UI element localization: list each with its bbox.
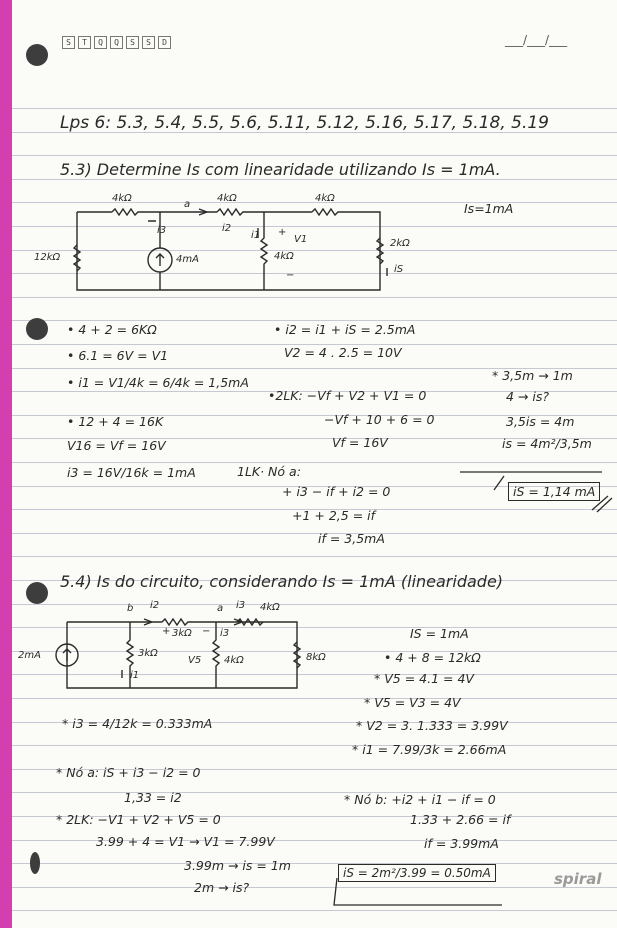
calc-line: • 4 + 2 = 6KΩ <box>67 322 157 337</box>
label-minus: − <box>202 626 211 637</box>
calc-line: + i3 − if + i2 = 0 <box>282 484 391 499</box>
label-i3-branch: i3 <box>220 628 230 639</box>
weekday-box: S <box>126 36 139 49</box>
label-source: 2mA <box>18 650 41 661</box>
label-node-a: a <box>217 603 224 614</box>
calc-line: 1,33 = i2 <box>124 790 182 805</box>
calc-line: Vf = 16V <box>332 435 388 450</box>
label-r-mid: 4kΩ <box>224 655 244 666</box>
label-r6: 12kΩ <box>34 252 61 263</box>
label-v5: V5 <box>188 655 202 666</box>
label-r-top2: 4kΩ <box>260 602 280 613</box>
calc-line: 3.99 + 4 = V1 → V1 = 7.99V <box>96 834 275 849</box>
calc-line: 4 → is? <box>506 389 549 404</box>
calc-line: i3 = 16V/16k = 1mA <box>67 465 196 480</box>
weekday-box: S <box>142 36 155 49</box>
label-plus: + <box>162 626 171 637</box>
calc-line: •2LK: −Vf + V2 + V1 = 0 <box>268 388 427 403</box>
label-i1: i1 <box>130 670 140 681</box>
calc-line: is = 4m²/3,5m <box>502 436 592 451</box>
label-source: 4mA <box>176 254 199 265</box>
calc-line: −Vf + 10 + 6 = 0 <box>324 412 435 427</box>
calc-line: • 4 + 8 = 12kΩ <box>384 650 481 665</box>
calc-line: * V5 = 4.1 = 4V <box>374 671 474 686</box>
calc-line: 2m → is? <box>194 880 250 895</box>
calc-line: 3.99m → is = 1m <box>184 858 291 873</box>
label-minus: − <box>286 270 295 281</box>
label-is: iS <box>394 264 404 275</box>
weekday-box: S <box>62 36 75 49</box>
weekday-box: D <box>158 36 171 49</box>
label-i3: i3 <box>157 225 167 236</box>
calc-line: IS = 1mA <box>410 626 469 641</box>
weekday-box: Q <box>94 36 107 49</box>
calc-line: * V2 = 3. 1.333 = 3.99V <box>356 718 508 733</box>
calc-line: * Nó b: +i2 + i1 − if = 0 <box>344 792 496 807</box>
label-v1: V1 <box>294 234 308 245</box>
label-r2: 4kΩ <box>217 193 237 204</box>
calc-line: • 12 + 4 = 16K <box>67 414 164 429</box>
circuit-53 <box>74 209 387 290</box>
label-r-top1: 3kΩ <box>172 628 192 639</box>
date-field: ___/___/___ <box>505 33 568 47</box>
label-r3: 4kΩ <box>315 193 335 204</box>
page-title: Lps 6: 5.3, 5.4, 5.5, 5.6, 5.11, 5.12, 5.16, 5.17, 5.18, 5.19 <box>60 113 549 133</box>
answer-53: iS = 1,14 mA <box>508 482 600 501</box>
calc-line: * 2LK: −V1 + V2 + V5 = 0 <box>56 812 221 827</box>
label-i2: i2 <box>150 600 160 611</box>
calc-line: 1.33 + 2.66 = if <box>410 812 511 827</box>
circuit-diagrams <box>12 0 617 928</box>
label-r-right: 8kΩ <box>306 652 326 663</box>
calc-line: 1LK· Nó a: <box>237 464 301 479</box>
weekday-box: T <box>78 36 91 49</box>
brand-logo: spiral <box>554 870 602 888</box>
label-i2: i2 <box>222 223 232 234</box>
label-node-a: a <box>184 199 191 210</box>
calc-line: +1 + 2,5 = if <box>292 508 376 523</box>
label-i1: i1 <box>251 230 261 241</box>
label-r-left: 3kΩ <box>138 648 158 659</box>
calc-line: V16 = Vf = 16V <box>67 438 166 453</box>
label-plus: + <box>278 227 287 238</box>
label-r1: 4kΩ <box>112 193 132 204</box>
problem-53-statement: 5.3) Determine Is com linearidade utilizando Is = 1mA. <box>60 160 501 179</box>
problem-54-statement: 5.4) Is do circuito, considerando Is = 1mA (linearidade) <box>60 572 504 591</box>
calc-line: * V5 = V3 = 4V <box>364 695 461 710</box>
label-node-b: b <box>127 603 134 614</box>
calc-line: * i3 = 4/12k = 0.333mA <box>62 716 213 731</box>
label-i3: i3 <box>236 600 246 611</box>
weekday-box: Q <box>110 36 123 49</box>
calc-line: * 3,5m → 1m <box>492 368 573 383</box>
calc-line: if = 3,5mA <box>318 531 385 546</box>
notebook-page <box>12 0 617 928</box>
calc-line: • 6.1 = 6V = V1 <box>67 348 169 363</box>
calc-line: • i1 = V1/4k = 6/4k = 1,5mA <box>67 375 249 390</box>
label-r5: 2kΩ <box>390 238 410 249</box>
problem-53-given: Is=1mA <box>464 201 514 216</box>
calc-line: 3,5is = 4m <box>506 414 575 429</box>
label-r4: 4kΩ <box>274 251 294 262</box>
calc-line: * i1 = 7.99/3k = 2.66mA <box>352 742 507 757</box>
calc-line: if = 3.99mA <box>424 836 499 851</box>
calc-line: • i2 = i1 + iS = 2.5mA <box>274 322 416 337</box>
answer-54: iS = 2m²/3.99 = 0.50mA <box>338 864 496 882</box>
calc-line: * Nó a: iS + i3 − i2 = 0 <box>56 765 201 780</box>
calc-line: V2 = 4 . 2.5 = 10V <box>284 345 402 360</box>
